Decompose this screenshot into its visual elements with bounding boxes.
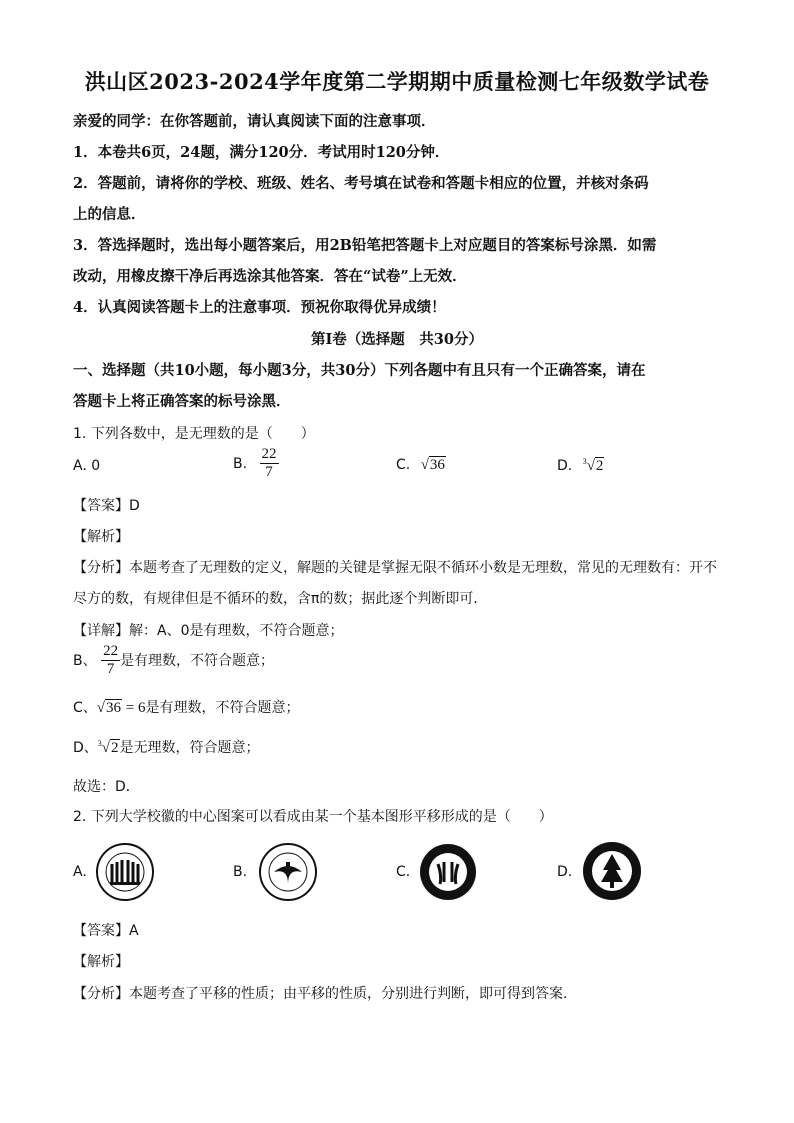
answer-tag: 【答案】 (73, 923, 129, 939)
q1-detail-c (73, 697, 299, 717)
q1-option-a: A. 0 (73, 458, 101, 474)
equation-result: = 6 (122, 700, 146, 716)
q1-stem: 1. 下列各数中，是无理数的是（ ） (73, 426, 315, 442)
q2-option-d-label: D. (557, 864, 573, 880)
root-index: 3 (97, 739, 102, 748)
detail-tag: 【详解】 (73, 623, 129, 639)
root-index: 3 (582, 457, 587, 466)
answer-value: D (129, 498, 140, 514)
notice-item-3: 3．答选择题时，选出每小题答案后，用2B铅笔把答题卡上对应题目的答案标号涂黑．如需 (73, 237, 657, 254)
q1-option-c (396, 457, 446, 474)
q1-fenxi (73, 557, 717, 577)
fraction-numerator: 22 (260, 446, 279, 464)
notice-item-1: 1．本卷共6页，24题，满分120分．考试用时120分钟． (73, 144, 450, 161)
answer-tag: 【答案】 (73, 498, 129, 514)
q2-fenxi (73, 983, 577, 1003)
detail-b-prefix: B、 (73, 652, 97, 669)
page-title: 洪山区2023-2024学年度第二学期期中质量检测七年级数学试卷 (84, 69, 710, 94)
radicand: 2 (111, 740, 119, 756)
detail-c-prefix: C、 (73, 700, 97, 716)
detail-c-suffix: 是有理数，不符合题意； (145, 700, 300, 716)
q2-stem: 2. 下列大学校徽的中心图案可以看成由某一个基本图形平移形成的是（ ） (73, 809, 553, 825)
notice-item-2: 2．答题前，请将你的学校、班级、姓名、考号填在试卷和答题卡相应的位置，并核对条码 (73, 175, 649, 192)
fenxi-text: 本题考查了无理数的定义，解题的关键是掌握无限不循环小数是无理数，常见的无理数有：开不 (129, 560, 717, 576)
fenxi-text: 本题考查了平移的性质；由平移的性质，分别进行判断，即可得到答案． (129, 986, 577, 1002)
fenxi-tag: 【分析】 (73, 986, 129, 1002)
fraction-denominator: 7 (265, 464, 273, 481)
q2-option-b-label: B. (233, 864, 248, 880)
answer-value: A (129, 923, 139, 939)
detail-c-sqrt: √36 = 6 (96, 700, 146, 716)
q1-analysis-tag: 【解析】 (73, 529, 129, 545)
part1-instruction: 一、选择题（共10小题，每小题3分，共30分）下列各题中有且只有一个正确答案，请在 (73, 362, 646, 379)
q2-analysis-tag: 【解析】 (73, 954, 129, 970)
detail-d-prefix: D、 (73, 740, 98, 756)
q1-option-c-sqrt: √36 (420, 457, 445, 473)
q1-option-d (557, 457, 604, 475)
detail-d-cuberoot: $^3$√2 (97, 739, 119, 756)
q1-option-c-label: C. (396, 457, 411, 473)
renmin-university-logo (95, 842, 155, 902)
section-title: 第Ⅰ卷（选择题 共30分） (311, 331, 483, 348)
part1-instruction-cont: 答题卡上将正确答案的标号涂黑． (73, 393, 291, 410)
q1-detail-b (73, 643, 274, 679)
detail-b-fraction (101, 643, 120, 679)
notice-item-4: 4．认真阅读答题卡上的注意事项．预祝你取得优异成绩！ (73, 299, 446, 316)
notice-intro: 亲爱的同学：在你答题前，请认真阅读下面的注意事项． (73, 113, 436, 130)
q1-fenxi-cont: 尽方的数，有规律但是不循环的数，含π的数；据此逐个判断即可． (73, 591, 488, 607)
detail-b-suffix: 是有理数，不符合题意； (120, 652, 275, 669)
notice-item-3-cont: 改动，用橡皮擦干净后再选涂其他答案．答在“试卷”上无效． (73, 268, 467, 285)
q1-detail-d (73, 737, 260, 757)
fraction-numerator: 22 (101, 643, 120, 661)
q1-option-b-fraction (260, 446, 279, 482)
zhejiang-university-logo (258, 842, 318, 902)
q2-option-a-label: A. (73, 864, 87, 880)
q1-option-d-label: D. (557, 458, 573, 474)
q2-option-c-label: C. (396, 864, 411, 880)
fraction-denominator: 7 (106, 661, 115, 678)
east-china-normal-university-logo (581, 840, 643, 902)
q1-detail-a (73, 620, 343, 640)
q1-option-b (233, 446, 279, 482)
notice-item-2-cont: 上的信息． (73, 206, 146, 223)
q2-answer (73, 920, 139, 940)
q1-option-d-cuberoot: $^3$√2 (582, 457, 604, 474)
q1-conclusion: 故选：D． (73, 779, 140, 795)
q1-option-b-label: B. (233, 455, 248, 472)
q1-answer (73, 495, 140, 515)
detail-d-suffix: 是无理数，符合题意； (119, 740, 260, 756)
radicand: 2 (595, 458, 604, 474)
radicand: 36 (106, 700, 122, 716)
detail-text: 解：A、0是有理数，不符合题意； (129, 623, 344, 639)
radicand: 36 (429, 457, 445, 473)
peking-university-logo (418, 842, 478, 902)
fenxi-tag: 【分析】 (73, 560, 129, 576)
